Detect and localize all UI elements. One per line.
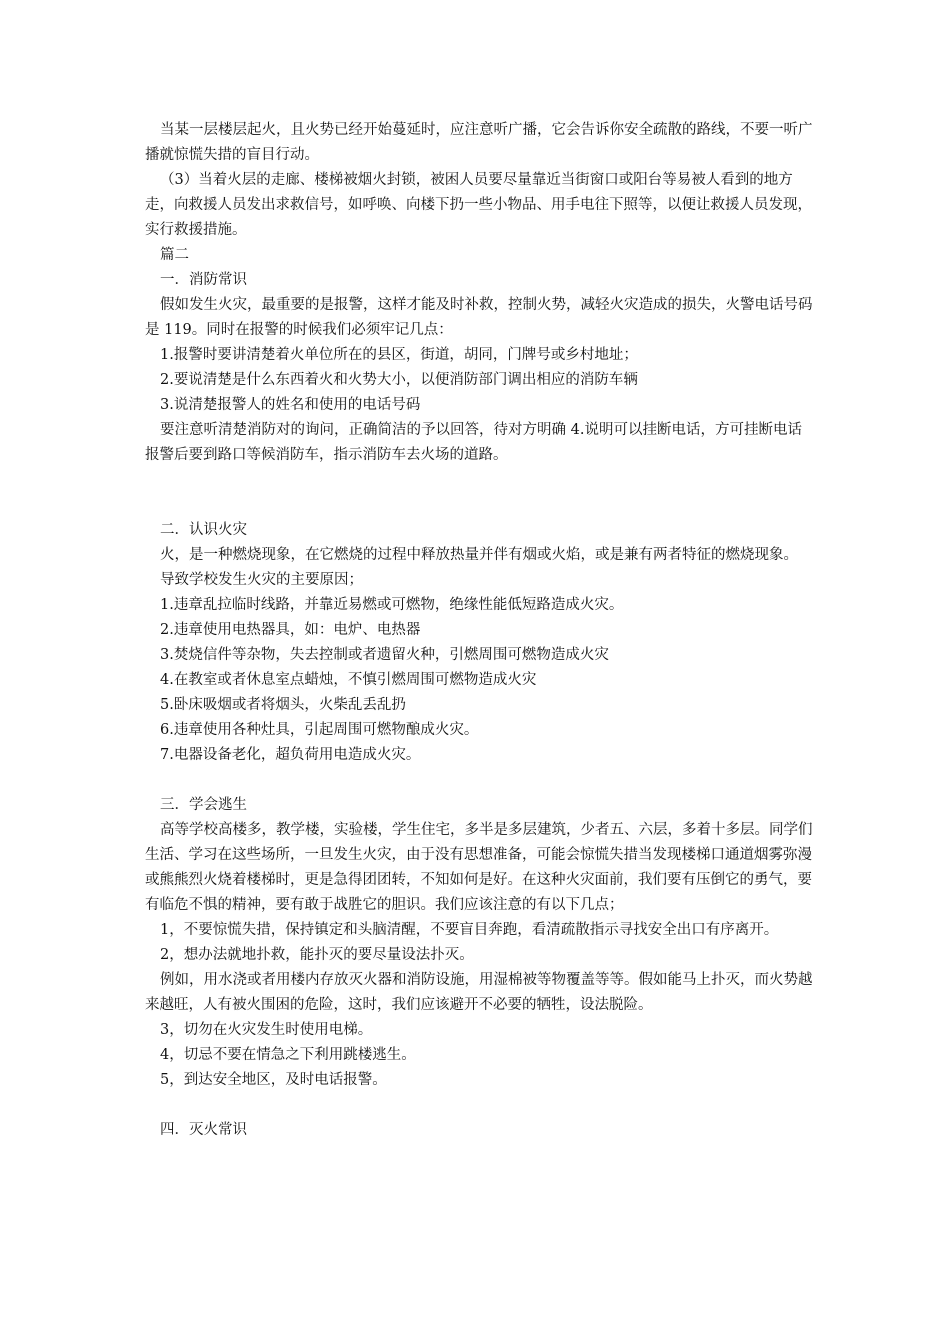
paragraph-fire-definition: 火，是一种燃烧现象，在它燃烧的过程中释放热量并伴有烟或火焰，或是兼有两者特征的燃烧现象。 [160, 547, 798, 563]
list-item-escape-1: 1，不要惊慌失措，保持镇定和头脑清醒，不要盲目奔跑，看清疏散指示寻找安全出口有序离开。 [160, 922, 779, 938]
paragraph-report-fire: 假如发生火灾，最重要的是报警，这样才能及时补救，控制火势，减轻火灾造成的损失，火警电话号码是 119。同时在报警的时候我们必须牢记几点： [145, 297, 813, 338]
heading-extinguish: 四．灭火常识 [160, 1122, 247, 1138]
list-item-escape-4: 4，切忌不要在情急之下利用跳楼逃生。 [160, 1047, 416, 1063]
heading-fire-knowledge: 一．消防常识 [160, 272, 247, 288]
list-item-cause-1: 1.违章乱拉临时线路，并靠近易燃或可燃物，绝缘性能低短路造成火灾。 [160, 597, 624, 613]
paragraph-escape-example: 例如，用水浇或者用楼内存放灭火器和消防设施，用湿棉被等物覆盖等等。假如能马上扑灭，而火势越来越旺，人有被火围困的危险，这时，我们应该避开不必要的牺牲，设法脱险。 [145, 972, 813, 1013]
paragraph-causes-intro: 导致学校发生火灾的主要原因； [160, 572, 363, 588]
paragraph-listen-dispatch: 要注意听清楚消防对的询问，正确简洁的予以回答，待对方明确 4.说明可以挂断电话，方可挂断电话报警后要到路口等候消防车，指示消防车去火场的道路。 [145, 422, 802, 463]
spacer [145, 768, 815, 793]
list-item-escape-2: 2，想办法就地扑救，能扑灭的要尽量设法扑灭。 [160, 947, 474, 963]
heading-understand-fire: 二．认识火灾 [160, 522, 247, 538]
list-item-escape-3: 3，切勿在火灾发生时使用电梯。 [160, 1022, 373, 1038]
spacer [145, 1093, 815, 1118]
list-item-cause-3: 3.焚烧信件等杂物，失去控制或者遗留火种，引燃周围可燃物造成火灾 [160, 647, 609, 663]
list-item-cause-4: 4.在教室或者休息室点蜡烛，不慎引燃周围可燃物造成火灾 [160, 672, 537, 688]
document-page [145, 118, 815, 1143]
list-item-cause-5: 5.卧床吸烟或者将烟头，火柴乱丢乱扔 [160, 697, 406, 713]
list-item-report-2: 2.要说清楚是什么东西着火和火势大小，以便消防部门调出相应的消防车辆 [160, 372, 638, 388]
list-item-escape-5: 5，到达安全地区，及时电话报警。 [160, 1072, 387, 1088]
list-item-cause-2: 2.违章使用电热器具，如：电炉、电热器 [160, 622, 421, 638]
paragraph-step-3: （3）当着火层的走廊、楼梯被烟火封锁，被困人员要尽量靠近当街窗口或阳台等易被人看到的地方走，向救援人员发出求救信号，如呼唤、向楼下扔一些小物品、用手电往下照等，以便让救援人员发现，实行救援措施。 [145, 172, 812, 238]
list-item-report-1: 1.报警时要讲清楚着火单位所在的县区，街道，胡同，门牌号或乡村地址； [160, 347, 638, 363]
heading-escape: 三．学会逃生 [160, 797, 247, 813]
section-label-part-two: 篇二 [160, 247, 189, 263]
paragraph-broadcast: 当某一层楼层起火，且火势已经开始蔓延时，应注意听广播，它会告诉你安全疏散的路线，不要一听广播就惊慌失措的盲目行动。 [145, 122, 813, 163]
list-item-report-3: 3.说清楚报警人的姓名和使用的电话号码 [160, 397, 421, 413]
list-item-cause-7: 7.电器设备老化，超负荷用电造成火灾。 [160, 747, 421, 763]
list-item-cause-6: 6.违章使用各种灶具，引起周围可燃物酿成火灾。 [160, 722, 479, 738]
paragraph-escape-intro: 高等学校高楼多，教学楼，实验楼，学生住宅，多半是多层建筑，少者五、六层，多着十多层。同学们生活、学习在这些场所，一旦发生火灾，由于没有思想准备，可能会惊慌失措当发现楼梯口通道烟雾弥漫或熊熊烈火烧着楼梯时，更是急得团团转，不知如何是好。在这种火灾面前，我们要有压倒它的勇气，要有临危不惧的精神，要有敢于战胜它的胆识。我们应该注意的有以下几点； [145, 822, 813, 913]
spacer [145, 468, 815, 518]
